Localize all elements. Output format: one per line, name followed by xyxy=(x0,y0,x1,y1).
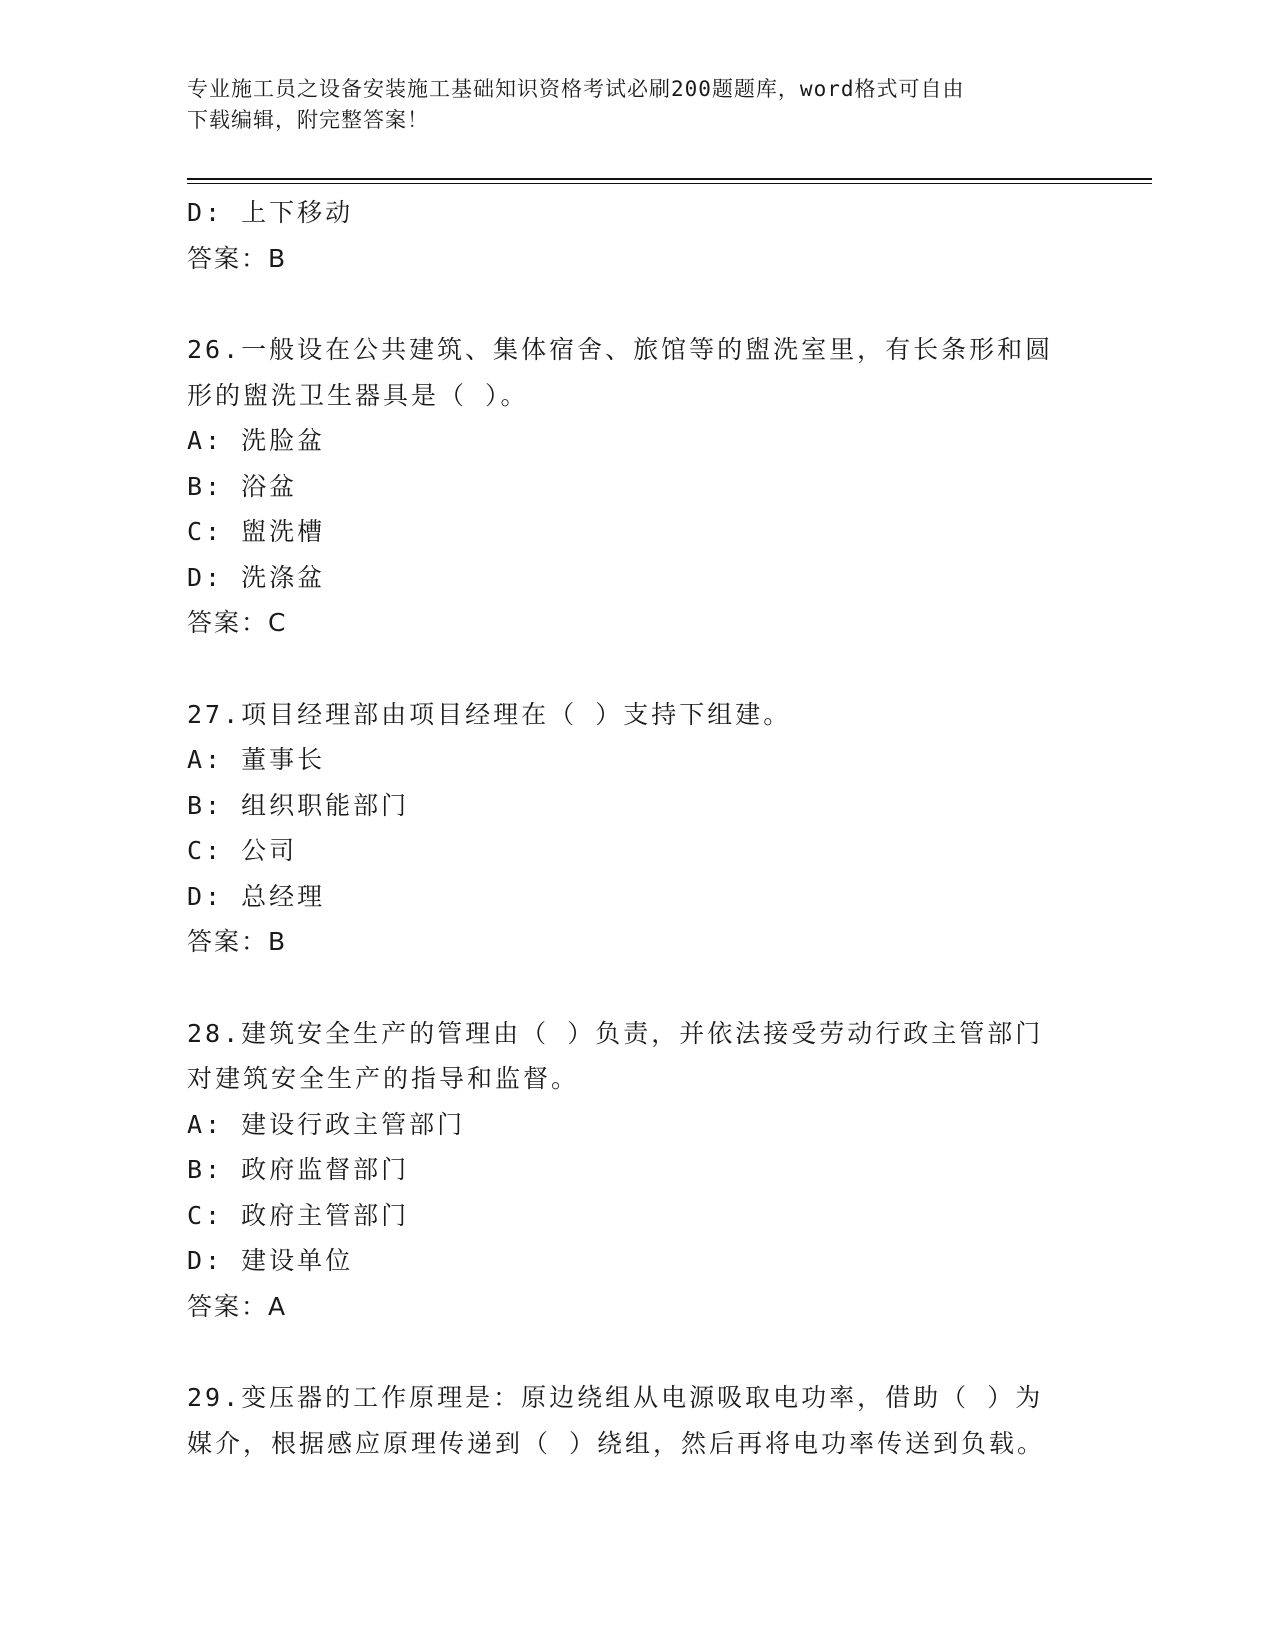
option-b: B: 组织职能部门 xyxy=(187,790,410,820)
spacer xyxy=(187,965,1087,1011)
spacer xyxy=(187,1329,1087,1375)
option-b: B: 浴盆 xyxy=(187,471,298,501)
option-c: C: 公司 xyxy=(187,836,298,865)
option-d: D: 总经理 xyxy=(187,881,326,911)
option-a: A: 董事长 xyxy=(187,745,326,774)
question-stem: 媒介，根据感应原理传递到（ ）绕组，然后再将电功率传送到负载。 xyxy=(187,1428,1046,1458)
question-stem: 29.变压器的工作原理是：原边绕组从电源吸取电功率，借助（ ）为 xyxy=(187,1383,1044,1412)
header-divider xyxy=(187,178,1152,180)
option-a: A: 洗脸盆 xyxy=(187,426,326,455)
spacer xyxy=(187,281,1087,327)
answer-text: 答案：A xyxy=(187,1291,288,1321)
question-stem: 28.建筑安全生产的管理由（ ）负责，并依法接受劳动行政主管部门 xyxy=(187,1018,1044,1048)
question-stem: 26.一般设在公共建筑、集体宿舍、旅馆等的盥洗室里，有长条形和圆 xyxy=(187,335,1054,364)
question-28 xyxy=(187,1011,1087,1330)
answer-text: 答案：B xyxy=(187,243,288,273)
question-list xyxy=(187,190,1087,1466)
answer-text: 答案：B xyxy=(187,927,288,956)
question-stem: 对建筑安全生产的指导和监督。 xyxy=(187,1064,580,1093)
question-29 xyxy=(187,1375,1087,1466)
spacer xyxy=(187,646,1087,692)
option-d: D: 洗涤盆 xyxy=(187,562,326,592)
option-c: C: 盥洗槽 xyxy=(187,517,326,546)
question-stem: 27.项目经理部由项目经理在（ ）支持下组建。 xyxy=(187,699,792,729)
option-b: B: 政府监督部门 xyxy=(187,1155,410,1184)
option-d: D: 建设单位 xyxy=(187,1246,354,1275)
option-c: C: 政府主管部门 xyxy=(187,1200,410,1230)
page-header xyxy=(187,74,1067,136)
header-divider-thin xyxy=(187,183,1152,184)
header-line: 下载编辑，附完整答案！ xyxy=(187,108,429,132)
question-stem: 形的盥洗卫生器具是（ ）。 xyxy=(187,380,529,410)
header-line: 专业施工员之设备安装施工基础知识资格考试必刷200题题库，word格式可自由 xyxy=(187,77,965,101)
option-d: D: 上下移动 xyxy=(187,198,354,227)
answer-text: 答案：C xyxy=(187,608,288,637)
question-26 xyxy=(187,327,1087,646)
option-a: A: 建设行政主管部门 xyxy=(187,1109,466,1139)
question-27 xyxy=(187,692,1087,965)
question-25-tail xyxy=(187,190,1087,281)
